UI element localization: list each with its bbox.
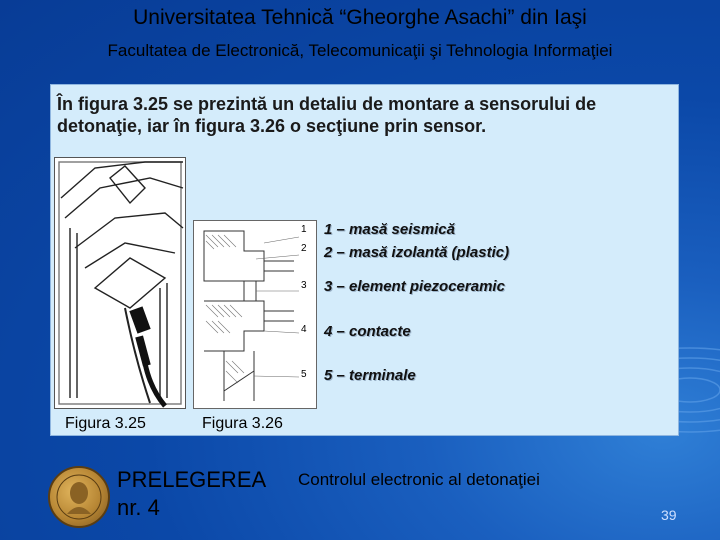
part-number: 1 xyxy=(301,224,307,235)
legend-item: 3 – element piezoceramic xyxy=(324,278,505,295)
part-number-column xyxy=(295,224,315,404)
intro-text: În figura 3.25 se prezintă un detaliu de montare a sensorului de detonaţie, iar în figura 3.26 o secţiune prin sensor. xyxy=(57,94,597,136)
figure-3-25-caption: Figura 3.25 xyxy=(65,415,146,432)
legend-item: 5 – terminale xyxy=(324,367,416,384)
figure-3-26-caption: Figura 3.26 xyxy=(202,415,283,432)
legend-item: 1 – masă seismică xyxy=(324,221,455,238)
lecture-label xyxy=(117,466,266,522)
lecture-number: nr. 4 xyxy=(117,495,160,520)
lecture-title: PRELEGEREA xyxy=(117,467,267,492)
legend-item: 4 – contacte xyxy=(324,323,411,340)
page-number: 39 xyxy=(661,507,677,523)
part-number: 5 xyxy=(301,369,307,380)
part-number: 2 xyxy=(301,243,307,254)
content-panel xyxy=(50,84,679,436)
lecture-topic: Controlul electronic al detonaţiei xyxy=(298,470,540,489)
figure-3-25-mounting-detail xyxy=(54,157,186,409)
part-number: 4 xyxy=(301,324,307,335)
faculty-title: Facultatea de Electronică, Telecomunicaţii şi Tehnologia Informaţiei xyxy=(107,41,613,60)
legend-item: 2 – masă izolantă (plastic) xyxy=(324,244,510,261)
university-title: Universitatea Tehnică “Gheorghe Asachi” din Iaşi xyxy=(133,6,587,29)
engine-block-mounting-drawing xyxy=(55,158,185,408)
part-number: 3 xyxy=(301,280,307,291)
university-seal-logo xyxy=(48,466,110,528)
